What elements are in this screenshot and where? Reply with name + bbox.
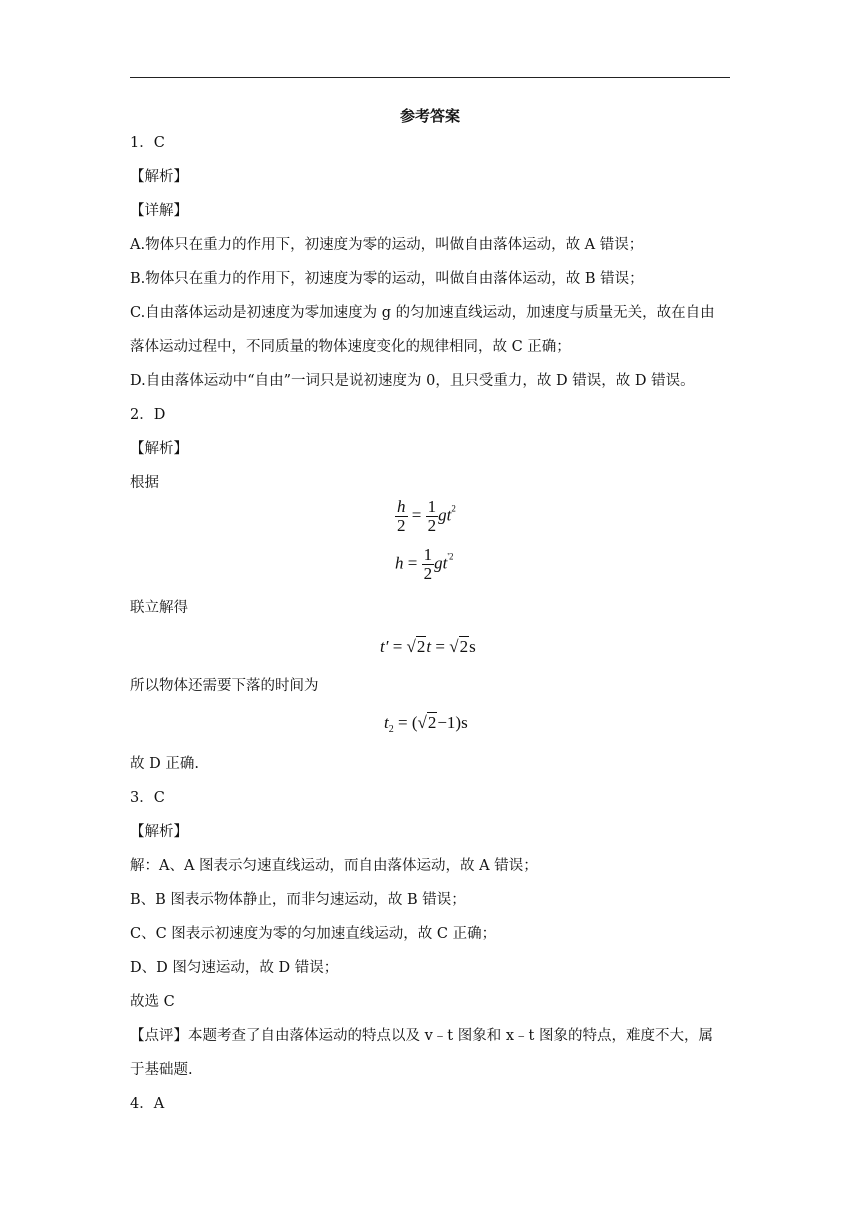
explanation-line: C.自由落体运动是初速度为零加速度为 g 的匀加速直线运动，加速度与质量无关，故在自由: [130, 305, 715, 321]
explanation-line: 联立解得: [130, 600, 188, 616]
explanation-line: C、C 图表示初速度为零的匀加速直线运动，故 C 正确；: [130, 926, 497, 942]
explanation-line: B.物体只在重力的作用下，初速度为零的运动，叫做自由落体运动，故 B 错误；: [130, 271, 644, 287]
equation-full-height: h = $\frac{1}{2}$ $gt^{'2}$: [395, 545, 454, 583]
explanation-line: D.自由落体运动中“自由”一词只是说初速度为 0，且只受重力，故 D 错误，故 D 错误。: [130, 373, 695, 389]
detail-heading: 【详解】: [130, 203, 188, 219]
explanation-line: 故 D 正确.: [130, 756, 199, 772]
comment-line: 【点评】本题考查了自由落体运动的特点以及 v﹣t 图象和 x﹣t 图象的特点，难度不大，属: [130, 1028, 713, 1044]
answer-number: 4．A: [130, 1096, 165, 1112]
comment-line: 于基础题.: [130, 1062, 193, 1078]
answer-number: 1．C: [130, 135, 165, 151]
equation-half-height: $\frac{h}{2}$ = $\frac{1}{2}$ $gt^2$: [397, 497, 456, 535]
answer-number: 3．C: [130, 790, 165, 806]
explanation-line: D、D 图匀速运动，故 D 错误；: [130, 960, 339, 976]
explanation-line: 根据: [130, 475, 159, 491]
equation-time: t′ = √2t = √2s: [380, 637, 476, 656]
explanation-line: 所以物体还需要下落的时间为: [130, 678, 319, 694]
equation-remaining-time: $t_2 = (√2-1)s$: [384, 713, 468, 735]
header-rule: [130, 77, 730, 78]
explanation-line: 解：A、A 图表示匀速直线运动，而自由落体运动，故 A 错误；: [130, 858, 538, 874]
explanation-line: 落体运动过程中，不同质量的物体速度变化的规律相同，故 C 正确；: [130, 339, 571, 355]
analysis-heading: 【解析】: [130, 441, 188, 457]
explanation-line: B、B 图表示物体静止，而非匀速运动，故 B 错误；: [130, 892, 466, 908]
answer-number: 2．D: [130, 407, 166, 423]
analysis-heading: 【解析】: [130, 824, 188, 840]
analysis-heading: 【解析】: [130, 169, 188, 185]
page-title: 参考答案: [399, 107, 460, 125]
explanation-line: A.物体只在重力的作用下，初速度为零的运动，叫做自由落体运动，故 A 错误；: [130, 237, 644, 253]
explanation-line: 故选 C: [130, 994, 175, 1010]
